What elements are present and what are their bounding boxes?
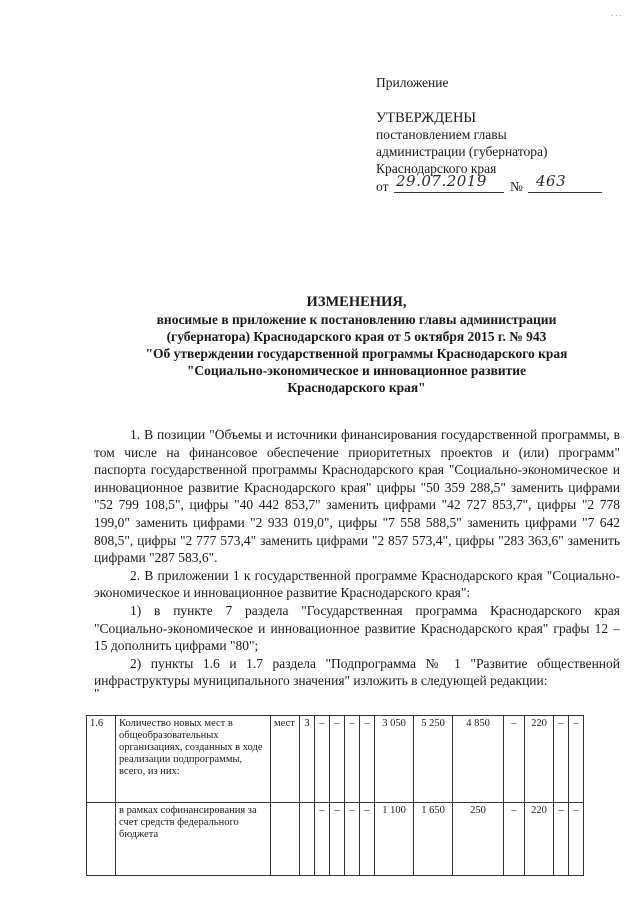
number-label: № — [510, 179, 523, 194]
cell: 4 850 — [453, 716, 504, 803]
cell: – — [360, 716, 375, 803]
handwritten-number: 463 — [536, 172, 567, 190]
cell: – — [315, 716, 330, 803]
title-line-2: (губернатора) Краснодарского края от 5 октября 2015 г. № 943 — [166, 329, 547, 344]
title-line-1: вносимые в приложение к постановлению главы администрации — [156, 312, 557, 327]
cell: 220 — [525, 803, 554, 876]
cell: – — [345, 803, 360, 876]
cell: – — [554, 716, 569, 803]
indicator-name: Количество новых мест в общеобразовательных организациях, созданных в ходе реализации подпрограммы, всего, из них: — [116, 716, 271, 803]
table-row — [87, 803, 584, 876]
paragraph-2: 2. В приложении 1 к государственной программе Краснодарского края "Социально-экономическое и инновационное развитие Краснодарского края": — [94, 567, 620, 601]
cell: – — [315, 803, 330, 876]
cell: – — [330, 716, 345, 803]
cell: – — [569, 803, 584, 876]
paragraph-4: 2) пункты 1.6 и 1.7 раздела "Подпрограмма № 1 "Развитие общественной инфраструктуры муниципального значения" изложить в следующей редакции: — [94, 655, 620, 689]
title-line-4: "Социально-экономическое и инновационное развитие — [186, 363, 527, 378]
number-underline — [528, 192, 602, 193]
indicator-name: в рамках софинансирования за счет средств федерального бюджета — [116, 803, 271, 876]
date-underline — [394, 192, 504, 193]
cell: 3 — [300, 716, 315, 803]
paragraph-3: 1) в пункте 7 раздела "Государственная программа Краснодарского края "Социально-экономическое и инновационное развитие Краснодарского края" графы 12 – 15 дополнить цифрами "80"; — [94, 602, 620, 654]
title-heading: ИЗМЕНЕНИЯ, — [306, 294, 407, 310]
row-number: 1.6 — [87, 716, 116, 803]
unit — [271, 803, 300, 876]
row-number — [87, 803, 116, 876]
table-row — [87, 716, 584, 803]
from-label: от — [376, 179, 389, 194]
unit: мест — [271, 716, 300, 803]
cell: – — [330, 803, 345, 876]
paragraph-1: 1. В позиции "Объемы и источники финансирования государственной программы, в том числе на финансовое обеспечение приоритетных проектов и (или) программ" паспорта государственной программы Краснодарского края "Социально-экономическое и инновационное развитие Краснодарского края" цифры "50 359 288,5" заменить цифрами "52 799 108,5", цифры "40 442 853,7" заменить цифрами "42 727 853,7", цифры "2 778 199,0" заменить цифрами "2 933 019,0", цифры "7 558 588,5" заменить цифрами "7 642 808,5", цифры "2 777 573,4" заменить цифрами "2 857 573,4", цифры "283 363,6" заменить цифрами "287 583,6". — [94, 427, 620, 566]
cell: 250 — [453, 803, 504, 876]
approval-line-2: администрации (губернатора) — [376, 144, 548, 159]
cell: – — [360, 803, 375, 876]
cell: – — [345, 716, 360, 803]
indicator-table — [86, 715, 584, 876]
approval-line-1: постановлением главы — [376, 127, 507, 142]
handwritten-date: 29.07.2019 — [396, 172, 487, 190]
approved-label: УТВЕРЖДЕНЫ — [376, 110, 477, 126]
cell: – — [554, 803, 569, 876]
cell — [300, 803, 315, 876]
scan-mark: . . . — [610, 8, 622, 18]
cell: – — [504, 716, 525, 803]
document-body — [94, 426, 620, 701]
quote-mark: " — [94, 685, 100, 701]
cell: – — [569, 716, 584, 803]
appendix-label: Приложение — [376, 75, 449, 90]
title-line-3: "Об утверждении государственной программы Краснодарского края — [145, 346, 568, 361]
cell: 1 100 — [375, 803, 414, 876]
cell: 220 — [525, 716, 554, 803]
cell: – — [504, 803, 525, 876]
title-line-5: Краснодарского края" — [287, 380, 426, 395]
approval-line-3: Краснодарского края — [376, 161, 497, 176]
cell: 3 050 — [375, 716, 414, 803]
cell: 1 650 — [414, 803, 453, 876]
cell: 5 250 — [414, 716, 453, 803]
